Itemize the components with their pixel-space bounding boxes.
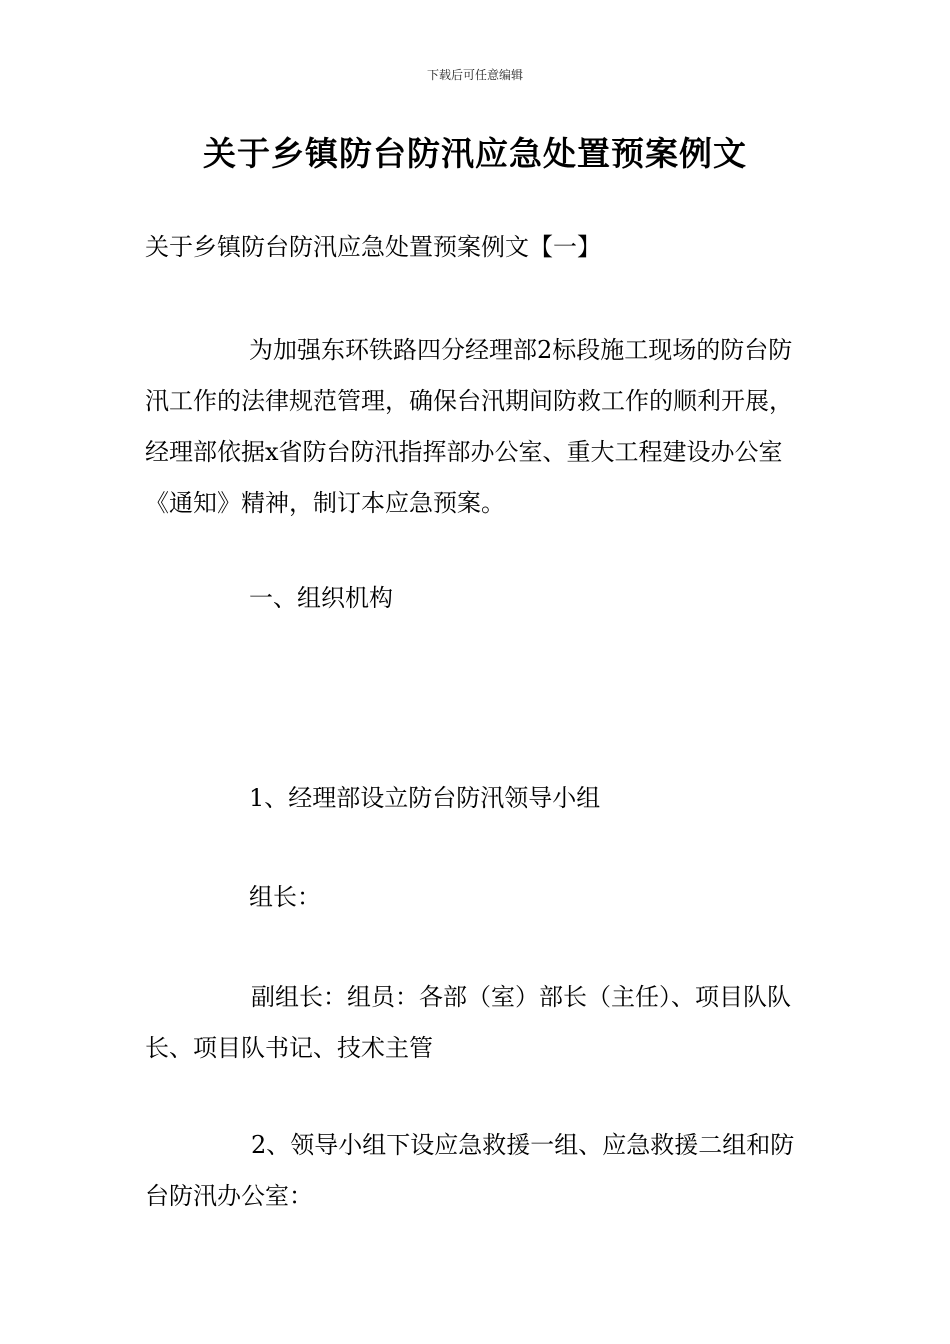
- document-subtitle: 关于乡镇防台防汛应急处置预案例文【一】: [145, 233, 601, 261]
- item-1-leadership-group: 1、经理部设立防台防汛领导小组: [249, 784, 601, 812]
- section-heading-organization: 一、组织机构: [249, 584, 393, 612]
- header-note: 下载后可任意编辑: [426, 68, 523, 82]
- deputy-members-paragraph: 副组长：组员：各部（室）部长（主任）、项目队队长、项目队书记、技术主管: [145, 983, 791, 1062]
- leader-label: 组长：: [249, 883, 321, 911]
- intro-paragraph: 为加强东环铁路四分经理部2标段施工现场的防台防汛工作的法律规范管理，确保台汛期间防救工作的顺利开展，经理部依据x省防台防汛指挥部办公室、重大工程建设办公室《通知》精神，制订本应急预案。: [145, 336, 793, 517]
- item-2-subgroups: 2、领导小组下设应急救援一组、应急救援二组和防台防汛办公室：: [145, 1131, 795, 1210]
- document-title: 关于乡镇防台防汛应急处置预案例文: [203, 134, 747, 173]
